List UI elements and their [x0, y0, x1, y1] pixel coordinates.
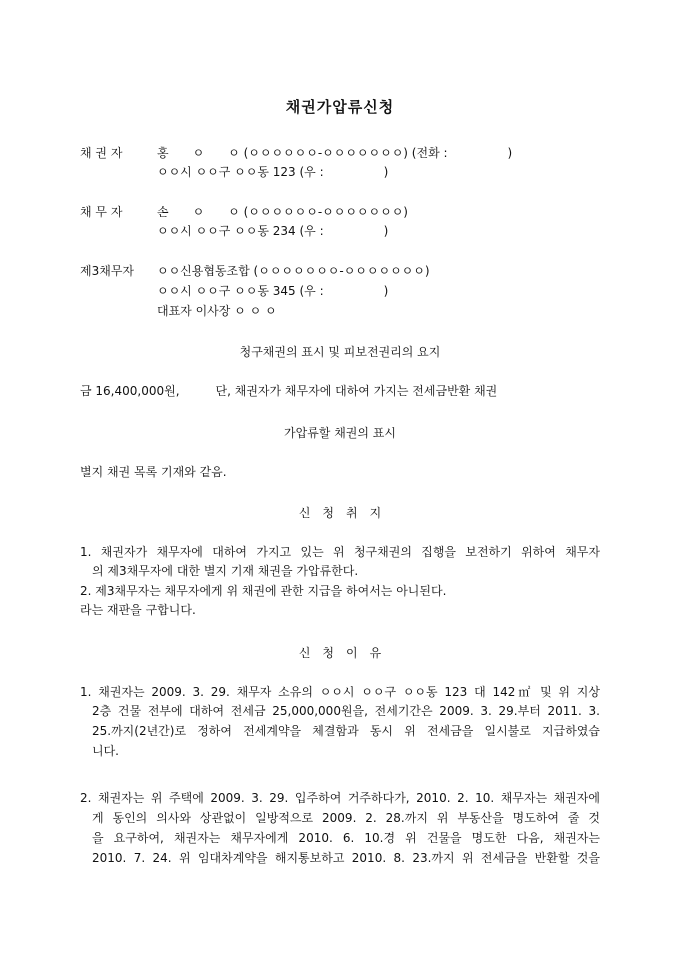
document-title: 채권가압류신청	[285, 98, 395, 116]
reason-heading: 신 청 이 유	[298, 646, 382, 660]
purpose-heading: 신 청 취 지	[298, 506, 382, 520]
reason-p2-line-2: 게 동인의 의사와 상관없이 일방적으로 2009. 2. 28.까지 위 부동산을 명도하여 줄 것	[92, 811, 600, 825]
third-debtor-address: ㅇㅇ시 ㅇㅇ구 ㅇㅇ동 345 (우 : )	[157, 284, 389, 298]
reason-p1-line-4: 니다.	[92, 744, 119, 758]
debtor-name-line: 손 ㅇ ㅇ (ㅇㅇㅇㅇㅇㅇ-ㅇㅇㅇㅇㅇㅇㅇ)	[157, 205, 408, 219]
purpose-item-2: 2. 제3채무자는 채무자에게 위 채권에 관한 지급을 하여서는 아니된다.	[80, 584, 447, 598]
reason-p2-line-3: 을 요구하여, 채권자는 채무자에게 2010. 6. 10.경 위 건물을 명도한 다음, 채권자는	[92, 831, 600, 845]
third-debtor-representative: 대표자 이사장 ㅇ ㅇ ㅇ	[157, 304, 277, 318]
purpose-item-1-line-2: 의 제3채무자에 대한 별지 기재 채권을 가압류한다.	[92, 564, 359, 578]
debtor-address: ㅇㅇ시 ㅇㅇ구 ㅇㅇ동 234 (우 : )	[157, 224, 389, 238]
debtor-label: 채 무 자	[80, 205, 123, 219]
creditor-label: 채 권 자	[80, 146, 123, 160]
seizure-text: 별지 채권 목록 기재와 같음.	[80, 465, 227, 479]
reason-p1-line-3: 25.까지(2년간)로 정하여 전세계약을 체결함과 동시 위 전세금을 일시불로 지급하였습	[92, 724, 600, 738]
creditor-name-line: 홍 ㅇ ㅇ (ㅇㅇㅇㅇㅇㅇ-ㅇㅇㅇㅇㅇㅇㅇ) (전화 : )	[157, 146, 513, 160]
claim-heading: 청구채권의 표시 및 피보전권리의 요지	[239, 345, 441, 359]
reason-p1-line-2: 2층 건물 전부에 대하여 전세금 25,000,000원을, 전세기간은 2009. 3. 29.부터 2011. 3.	[92, 704, 600, 718]
seizure-heading: 가압류할 채권의 표시	[284, 426, 396, 440]
third-debtor-label: 제3채무자	[80, 264, 135, 278]
purpose-closing: 라는 재판을 구합니다.	[80, 603, 196, 617]
claim-text: 금 16,400,000원, 단, 채권자가 채무자에 대하여 가지는 전세금반환 채권	[80, 384, 498, 398]
reason-p2-line-1: 2. 채권자는 위 주택에 2009. 3. 29. 입주하여 거주하다가, 2010. 2. 10. 채무자는 채권자에	[80, 791, 600, 805]
reason-p1-line-1: 1. 채권자는 2009. 3. 29. 채무자 소유의 ㅇㅇ시 ㅇㅇ구 ㅇㅇ동 123 대 142㎡ 및 위 지상	[80, 685, 600, 699]
third-debtor-name-line: ㅇㅇ신용협동조합 (ㅇㅇㅇㅇㅇㅇㅇ-ㅇㅇㅇㅇㅇㅇㅇ)	[157, 264, 430, 278]
creditor-address: ㅇㅇ시 ㅇㅇ구 ㅇㅇ동 123 (우 : )	[157, 165, 389, 179]
reason-p2-line-4: 2010. 7. 24. 위 임대차계약을 해지통보하고 2010. 8. 23.까지 위 전세금을 반환할 것을	[92, 851, 600, 865]
purpose-item-1-line-1: 1. 채권자가 채무자에 대하여 가지고 있는 위 청구채권의 집행을 보전하기 위하여 채무자	[80, 545, 600, 559]
